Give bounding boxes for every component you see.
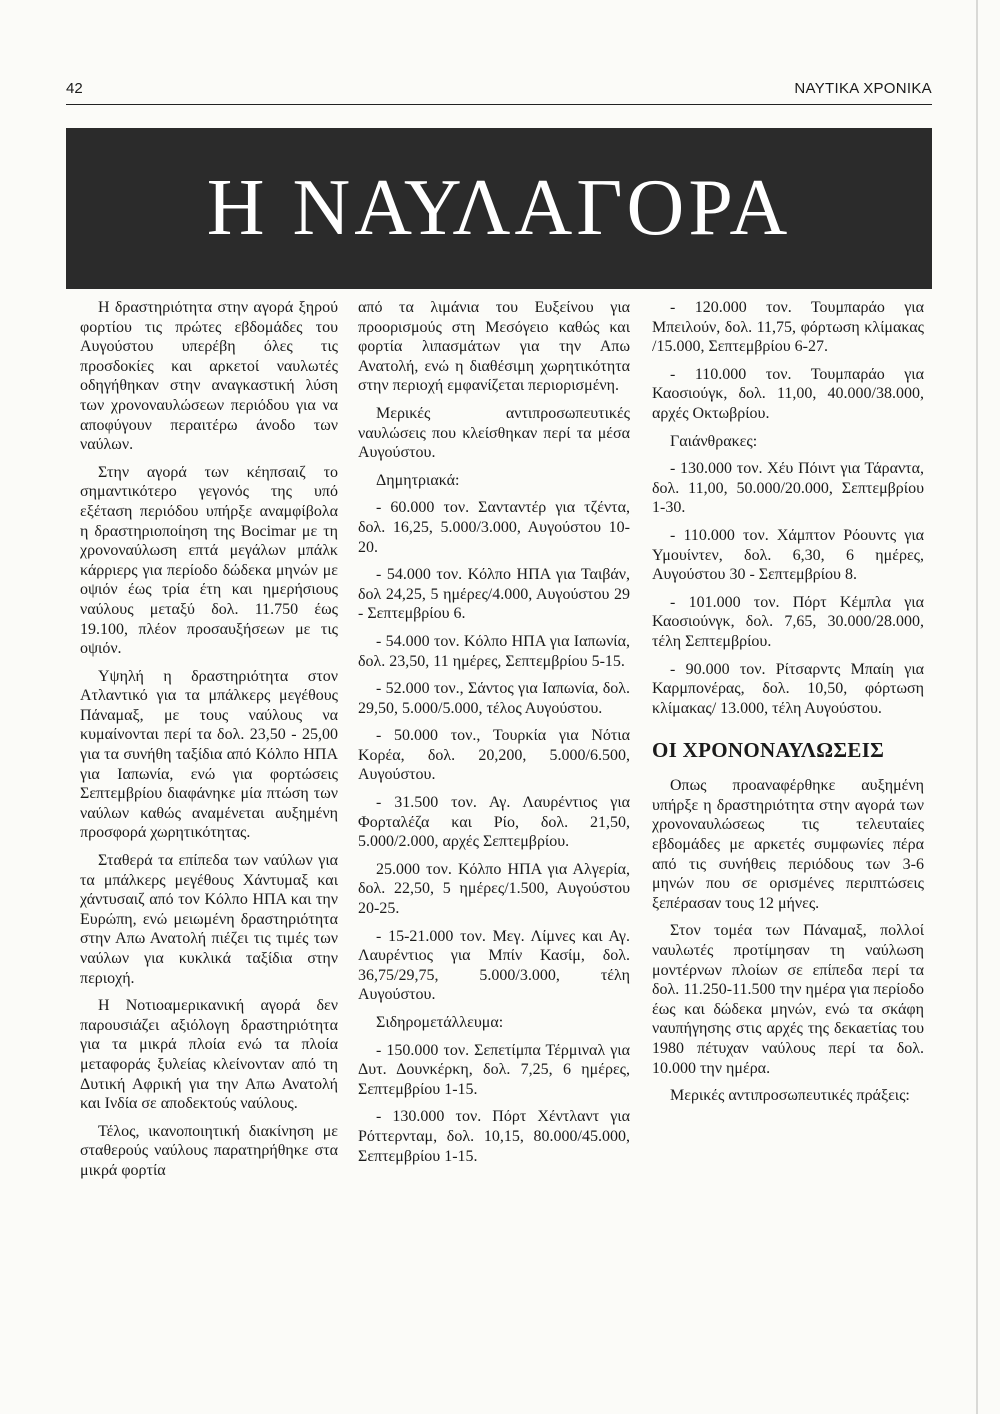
charter-entry: - 54.000 τον. Κόλπο ΗΠΑ για Ιαπωνία, δολ. 23,50, 11 ημέρες, Σεπτεμβρίου 5-15. — [358, 632, 630, 670]
charter-entry: - 110.000 τον. Τουμπαράο για Καοσιούγκ, δολ. 11,00, 40.000/38.000, αρχές Οκτωβρίου. — [652, 365, 924, 422]
charter-entry: - 50.000 τον., Τουρκία για Νότια Κορέα, δολ. 20,200, 5.000/6.500, Αυγούστου. — [358, 727, 630, 784]
paragraph: Μερικές αντιπροσωπευτικές πράξεις: — [670, 1087, 910, 1105]
charter-entry: - 90.000 τον. Ρίτσαρντς Μπαίη για Καρμπονέρας, δολ. 10,50, φόρτωση κλίμακας/ 13.000, τέλη Αυγούστου. — [652, 660, 924, 717]
section-heading: ΟΙ ΧΡΟΝΟΝΑΥΛΩΣΕΙΣ — [652, 738, 885, 763]
paragraph: Υψηλή η δραστηριότητα στον Ατλαντικό για τα μπάλκερς μεγέθους Πάναμαξ, με τους ναύλους να κυμαίνονται περί τα δολ. 23,50 - 25,00 για τα συνήθη ταξίδια από Κόλπο ΗΠΑ για Ιαπωνία, ενώ για φορτώσεις Σεπτεμβρίου διαφάνηκε μία πτώση των ναύλων καθώς αναμένεται αυξημένη προσφορά χωρητικότητας. — [80, 667, 338, 842]
paragraph: Στον τομέα των Πάναμαξ, πολλοί ναυλωτές προτίμησαν τη ναύλωση μοντέρνων πλοίων σε επίπεδα περί τα δολ. 11.250-11.500 την ημέρα για περίοδο έως και δώδεκα μηνών, ενώ τα σκάφη ναυπήγησης στις αρχές της δεκαετίας του 1980 πέτυχαν ναύλους περί τα δολ. 10.000 την ημέρα. — [652, 922, 924, 1077]
paragraph: Η Νοτιοαμερικανική αγορά δεν παρουσιάζει αξιόλογη δραστηριότητα για τα μικρά πλοία ενώ τα πλοία μεταφοράς ξυλείας κλείνονταν από τη Δυτική Αφρική για την Απω Ανατολή και Ινδία σε αποδεκτούς ναύλους. — [80, 997, 338, 1113]
magazine-name: ΝΑΥΤΙΚΑ ΧΡΟΝΙΚΑ — [794, 80, 932, 97]
ore-label: Σιδηρομετάλλευμα: — [376, 1014, 504, 1031]
paragraph: από τα λιμάνια του Ευξείνου για προορισμούς στη Μεσόγειο καθώς και φορτία λιπασμάτων για την Απω Ανατολή, ενώ η διαθέσιμη χωρητικότητα στην περιοχή εμφανίζεται περιορισμένη. — [358, 299, 630, 395]
charter-entry: - 52.000 τον., Σάντος για Ιαπωνία, δολ. 29,50, 5.000/5.000, τέλος Αυγούστου. — [358, 680, 630, 717]
paragraph: Τέλος, ικανοποιητική διακίνηση με σταθερούς ναύλους παρατηρήθηκε στα μικρά φορτία — [80, 1122, 338, 1179]
paragraph: Οπως προαναφέρθηκε αυξημένη υπήρξε η δραστηριότητα στην αγορά των χρονοναυλώσεως τις τελευταίες εβδομάδες με αρκετές συμφωνίες πέρα από τις συνήθεις περιόδους των 3-6 μηνών που σε ορισμένες περιπτώσεις ξεπέρασαν τους 12 μήνες. — [652, 777, 924, 912]
page-edge-line — [976, 0, 978, 1414]
charter-entry: - 31.500 τον. Αγ. Λαυρέντιος για Φορταλέζα και Ρίο, δολ. 21,50, 5.000/2.000, αρχές Σεπτεμβρίου. — [358, 794, 630, 851]
charter-entry: - 150.000 τον. Σεπετίμπα Τέρμιναλ για Δυτ. Δουνκέρκη, δολ. 7,25, 6 ημέρες, Σεπτεμβρίου 1-15. — [358, 1041, 630, 1098]
charter-entry: - 15-21.000 τον. Μεγ. Λίμνες και Αγ. Λαυρέντιος για Μπίν Κασίμ, δολ. 36,75/29,75, 5.000/3.000, τέλη Αυγούστου. — [358, 927, 630, 1004]
charter-entry: - 130.000 τον. Πόρτ Χέντλαντ για Ρόττερνταμ, δολ. 10,15, 80.000/45.000, Σεπτεμβρίου 1-15. — [358, 1108, 630, 1165]
charter-entry: - 60.000 τον. Σανταντέρ για τζέντα, δολ. 16,25, 5.000/3.000, Αυγούστου 10-20. — [358, 499, 630, 556]
page-number: 42 — [66, 80, 83, 97]
column-2 — [358, 298, 630, 1174]
charter-entry: - 120.000 τον. Τουμπαράο για Μπειλούν, δολ. 11,75, φόρτωση κλίμακας /15.000, Σεπτεμβρίου 6-27. — [652, 299, 924, 356]
charter-entry: - 101.000 τον. Πόρτ Κέμπλα για Καοσιούνγκ, δολ. 7,65, 30.000/28.000, τέλη Σεπτεμβρίου. — [652, 593, 924, 650]
title-banner — [66, 128, 932, 289]
paragraph: Η δραστηριότητα στην αγορά ξηρού φορτίου τις πρώτες εβδομάδες του Αυγούστου υπερέβη όλες τις προσδοκίες και αρκετοί ναυλωτές οδηγήθηκαν στην αναγκαστική λύση των χρονοναυλώσεων περιόδου για να αποφύγουν περαιτέρω άνοδο των ναύλων. — [80, 299, 338, 454]
charter-entry: 25.000 τον. Κόλπο ΗΠΑ για Αλγερία, δολ. 22,50, 5 ημέρες/1.500, Αυγούστου 20-25. — [358, 860, 630, 918]
charter-entry: - 54.000 τον. Κόλπο ΗΠΑ για Ταιβάν, δολ 24,25, 5 ημέρες/4.000, Αυγούστου 29 - Σεπτεμβρίου 6. — [358, 566, 630, 623]
column-3 — [652, 298, 924, 1114]
charter-entry: - 110.000 τον. Χάμπτον Ρόουντς για Υμουίντεν, δολ. 6,30, 6 ημέρες, Αυγούστου 30 - Σεπτεμβρίου 8. — [652, 526, 924, 584]
paragraph: Μερικές αντιπροσωπευτικές ναυλώσεις που κλείσθηκαν περί τα μέσα Αυγούστου. — [358, 404, 630, 462]
coal-label: Γαιάνθρακες: — [670, 432, 758, 450]
paragraph: Στην αγορά των κέηπσαιζ το σημαντικότερο γεγονός της υπό εξέταση περιόδου υπήρξε αναμφίβολα η δραστηριοποίηση της Bocimar με τη χρονοναύλωση επτά μεγάλων μπάλκ κάρριερς για περίοδο δώδεκα μηνών με οψιόν έως τρία έτη και ημερήσιους ναύλους μεταξύ δολ. 11.750 έως 19.100, πλέον προσαυξήσεων με τις οψιόν. — [80, 463, 338, 658]
paragraph: Σταθερά τα επίπεδα των ναύλων για τα μπάλκερς μεγέθους Χάντυμαξ και χάντυσαιζ από τον Κόλπο ΗΠΑ και την Ευρώπη, ενώ μειωμένη δραστηριότητα στην Απω Ανατολή πιέζει τις τιμές των ναύλων για κυκλικά ταξίδια στην περιοχή. — [80, 852, 338, 987]
article-title: Η ΝΑΥΛΑΓΟΡΑ — [206, 164, 792, 252]
header-rule — [66, 104, 932, 105]
page-header — [66, 76, 932, 104]
grain-label: Δημητριακά: — [376, 471, 460, 489]
column-1 — [80, 298, 338, 1189]
charter-entry: - 130.000 τον. Χέυ Πόιντ για Τάραντα, δολ. 11,00, 50.000/20.000, Σεπτεμβρίου 1-30. — [652, 460, 924, 517]
